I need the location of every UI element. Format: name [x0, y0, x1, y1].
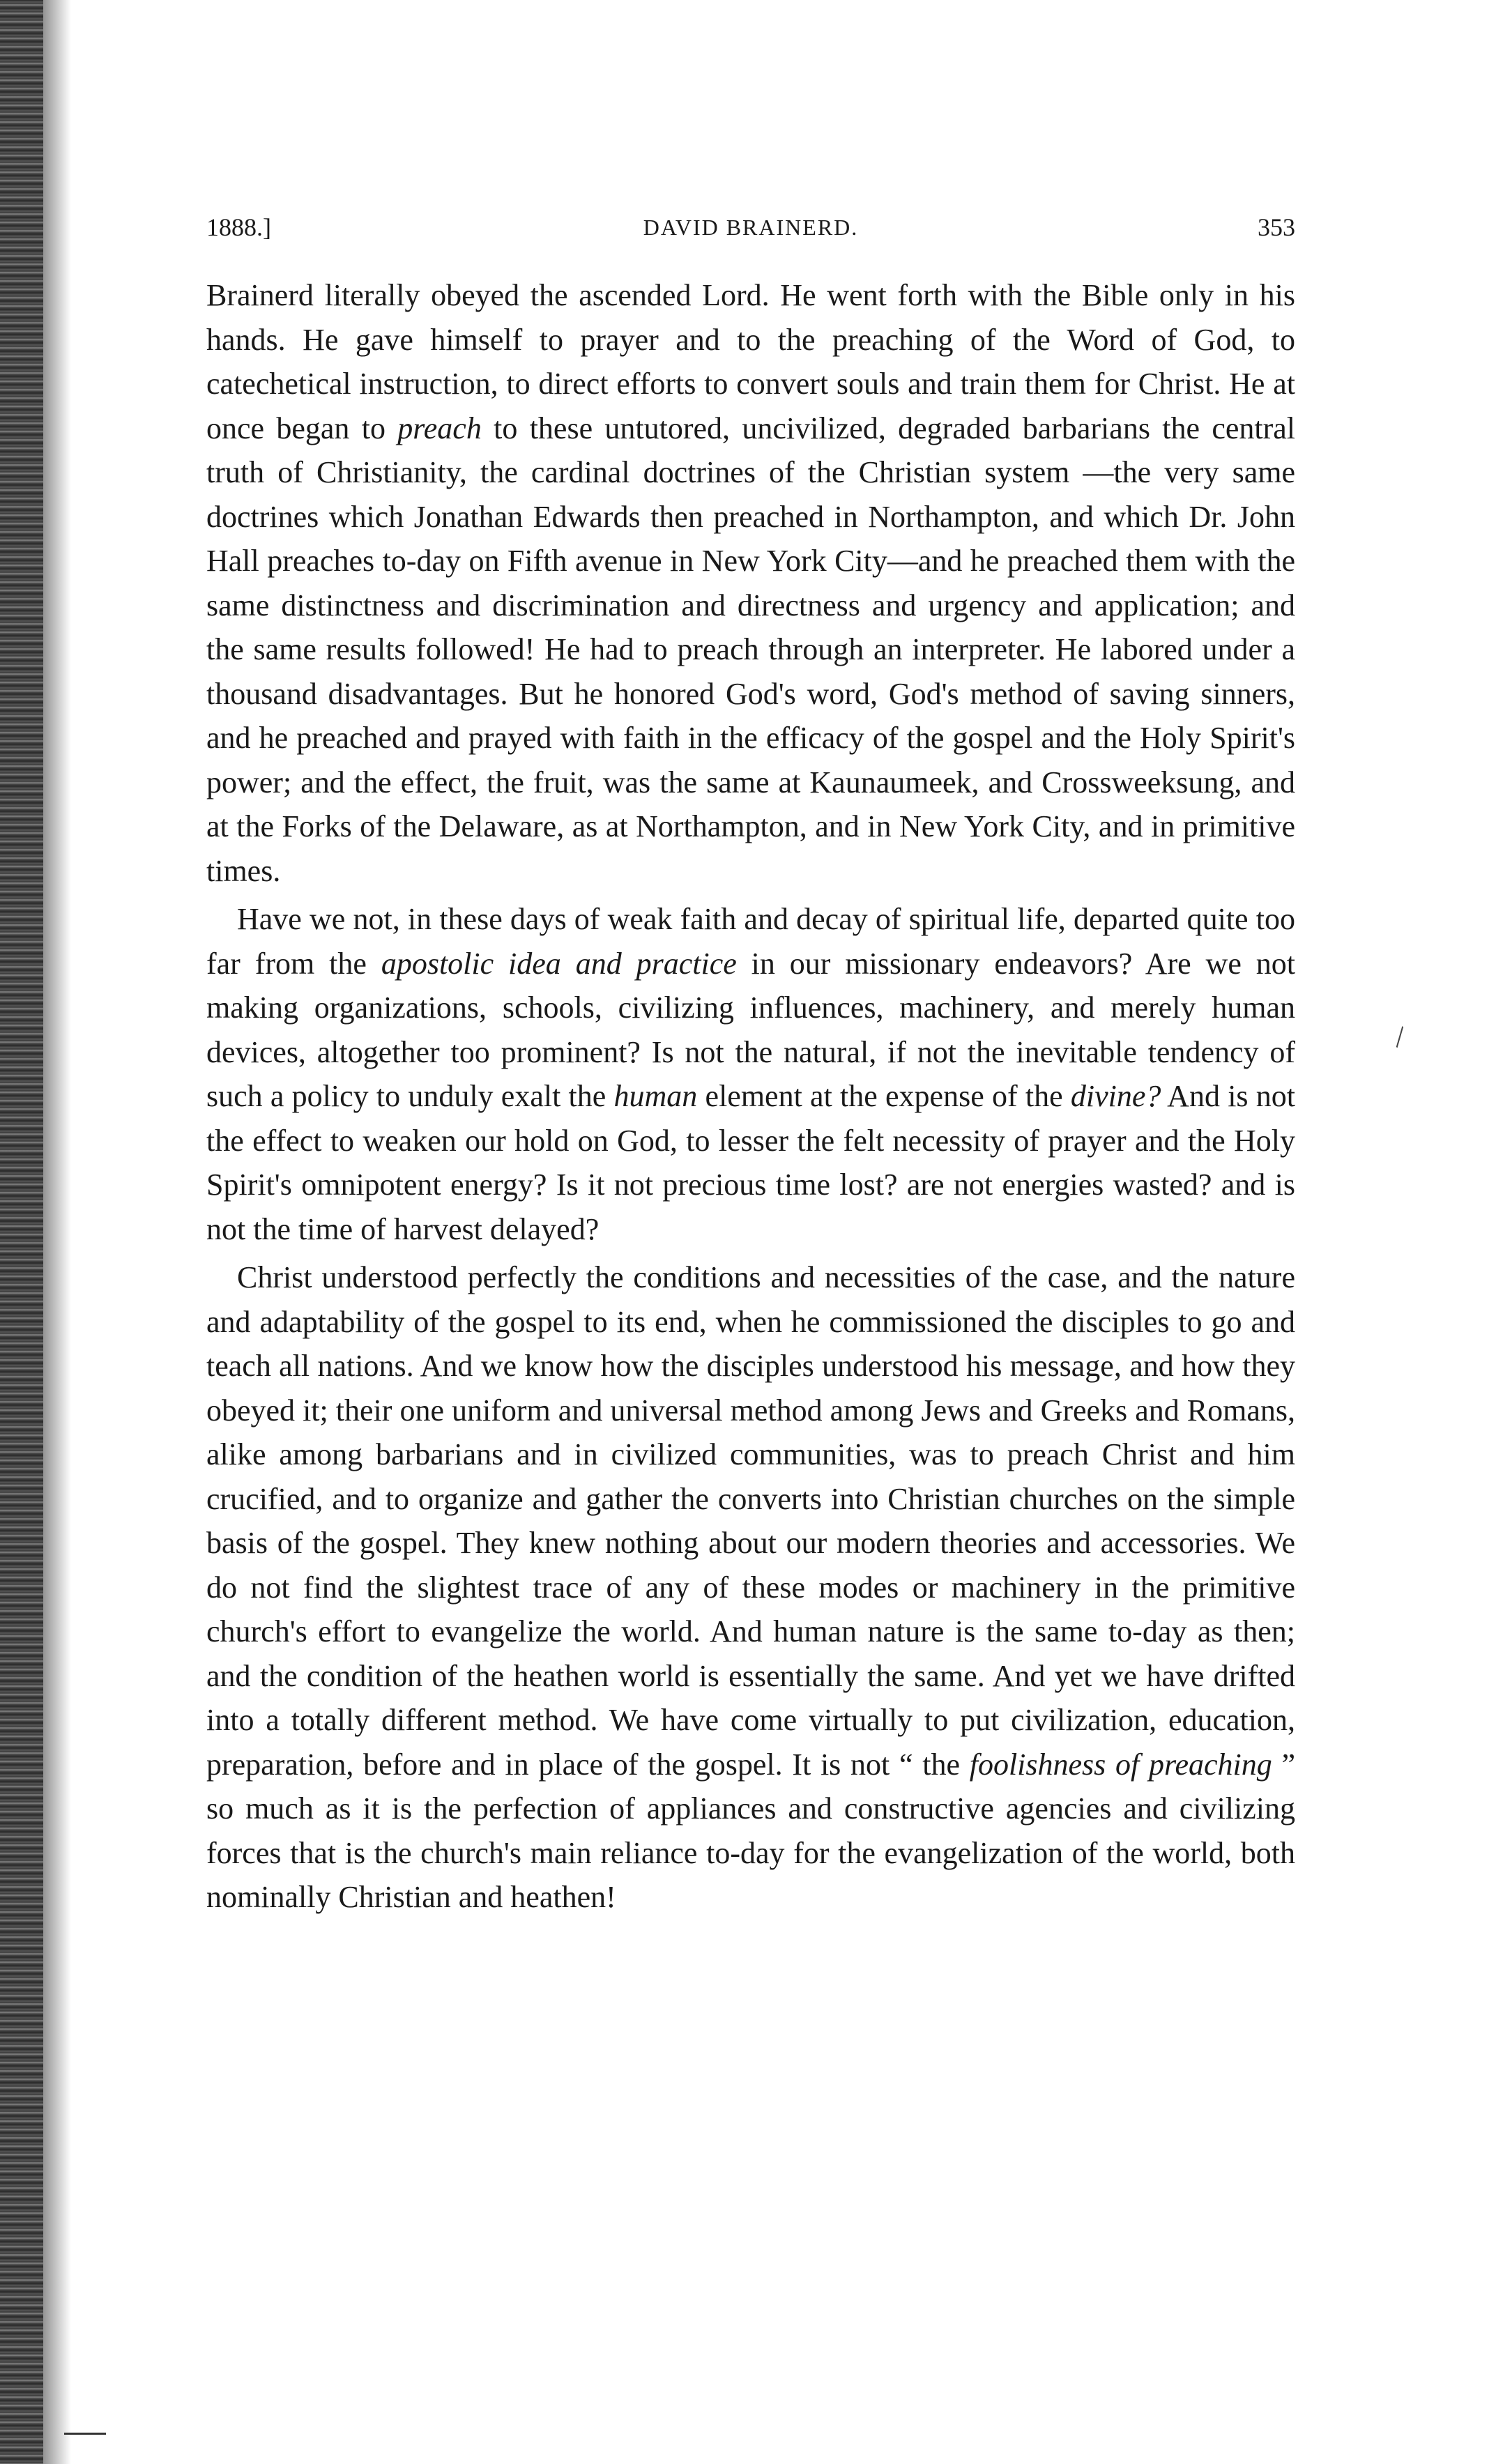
italic-preach: preach [397, 411, 482, 445]
italic-foolishness: foolishness of preaching [969, 1747, 1272, 1782]
paragraph-1-text-a: Brainerd literally obeyed the ascended Lord. He went forth with the Bible only in his hands. He gave himself to prayer and to the preaching of the Word of God, to catechetical instruction, to direct efforts to convert souls and train them for Christ. He at once began to [206, 278, 1295, 445]
header-title: DAVID BRAINERD. [643, 215, 859, 240]
scan-binding-shadow [43, 0, 71, 2464]
paragraph-2-text-a: Have we not, in these days of weak faith and decay of spiritual life, departed quite too far from the [206, 902, 1295, 981]
paragraph-1-text-b: to these untutored, uncivilized, degraded barbarians the central truth of Christianity, the cardinal doctrines of the Christian system —the very same doctrines which Jonathan Edwards then preached in Northampton, and which Dr. John Hall preaches to-day on Fifth avenue in New York City—and he preached them with the same distinctness and discrimination and directness and urgency and application; and the same results followed! He had to preach through an interpreter. He labored under a thousand disadvantages. But he honored God's word, God's method of saving sinners, and he preached and prayed with faith in the efficacy of the gospel and the Holy Spirit's power; and the effect, the fruit, was the same at Kaunaumeek, and Crossweeksung, and at the Forks of the Delaware, as at Northampton, and in New York City, and in primitive times. [206, 411, 1296, 888]
italic-human: human [613, 1079, 698, 1113]
paragraph-2-text-b: in our missionary endeavors? Are we not making organizations, schools, civilizing influences, machinery, and merely human devices, altogether too prominent? Is not the natural, if not the inevitable tendency of such a policy to unduly exalt the [206, 946, 1295, 1113]
paragraph-3 [206, 1255, 1295, 1920]
italic-apostolic: apostolic idea and practice [381, 946, 737, 981]
paragraph-3-text-b: ” so much as it is the perfection of appliances and constructive agencies and civilizing forces that is the church's main reliance to-day for the evangelization of the world, both nominally Christian and heathen! [206, 1747, 1296, 1914]
italic-divine: divine? [1070, 1079, 1161, 1113]
body-text [206, 273, 1295, 1920]
scan-binding-edge [0, 0, 43, 2464]
header-year: 1888.] [206, 213, 271, 241]
paragraph-2-text-d: And is not the effect to weaken our hold on God, to lesser the felt necessity of prayer and the Holy Spirit's omnipotent energy? Is it not precious time lost? are not energies wasted? and is not the time of harvest delayed? [206, 1079, 1296, 1246]
page-number: 353 [1258, 213, 1295, 241]
foot-rule-mark [64, 2433, 106, 2435]
margin-stroke-mark: \ [1387, 1020, 1414, 1054]
paragraph-2 [206, 897, 1295, 1251]
paragraph-3-text-a: Christ understood perfectly the conditions and necessities of the case, and the nature and adaptability of the gospel to its end, when he commissioned the disciples to go and teach all nations. And we know how the disciples understood his message, and how they obeyed it; their one uniform and universal method among Jews and Greeks and Romans, alike among barbarians and in civilized communities, was to preach Christ and him crucified, and to organize and gather the converts into Christian churches on the simple basis of the gospel. They knew nothing about our modern theories and accessories. We do not find the slightest trace of any of these modes or machinery in the primitive church's effort to evangelize the world. And human nature is the same to-day as then; and the condition of the heathen world is essentially the same. And yet we have drifted into a totally different method. We have come virtually to put civilization, education, preparation, before and in place of the gospel. It is not “ the [206, 1260, 1295, 1782]
paragraph-2-text-c: element at the expense of the [697, 1079, 1071, 1113]
paragraph-1 [206, 273, 1295, 893]
running-head [206, 206, 1295, 248]
